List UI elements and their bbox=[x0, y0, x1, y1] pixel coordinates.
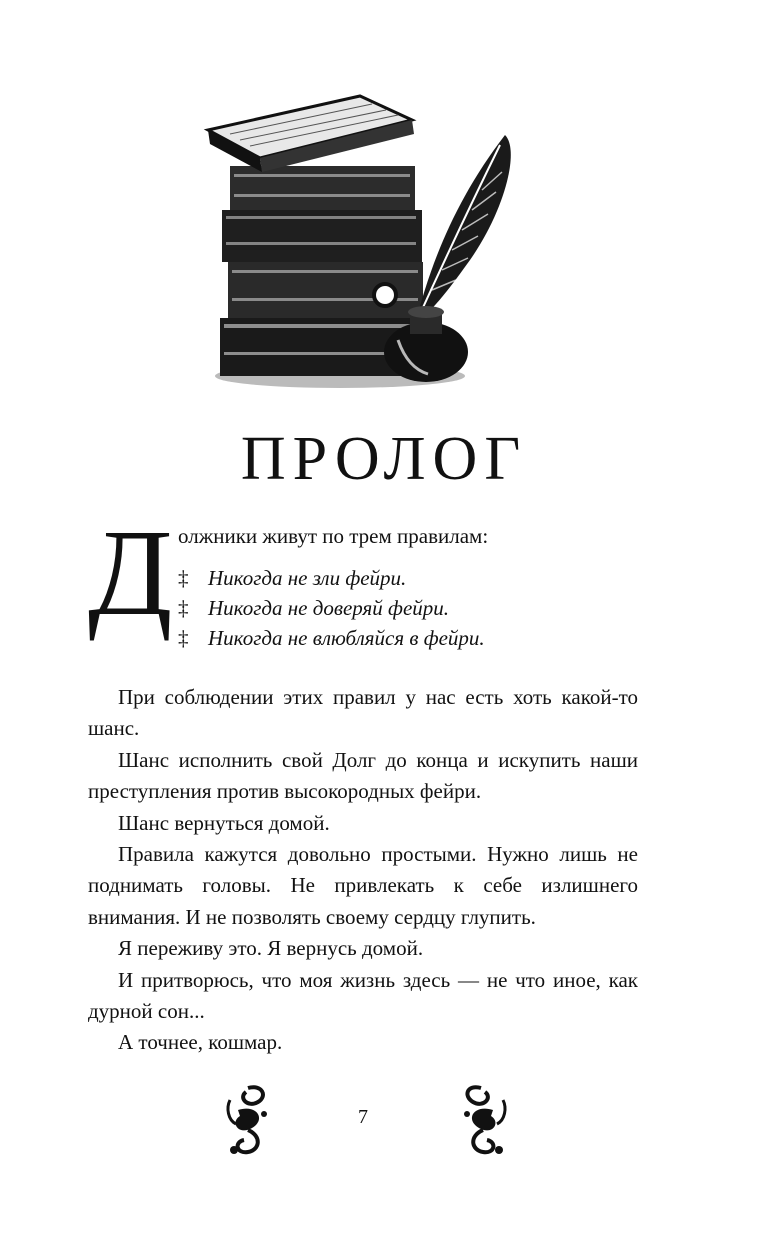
intro-first-line: олжники живут по трем правилам: bbox=[178, 524, 489, 548]
paragraph: А точнее, кошмар. bbox=[118, 1030, 283, 1055]
rule-item bbox=[178, 563, 485, 593]
double-dagger-icon: ‡ bbox=[178, 566, 189, 590]
drop-cap: Д bbox=[88, 504, 173, 641]
chapter-title: ПРОЛОГ bbox=[240, 425, 528, 493]
paragraph: Правила кажутся довольно простыми. Нужно лишь не поднимать головы. Не привлекать к себе излишнего внимания. И не позволять своему сердцу глупить. bbox=[88, 842, 638, 929]
double-dagger-icon: ‡ bbox=[178, 596, 189, 620]
paragraph: Я переживу это. Я вернусь домой. bbox=[118, 936, 424, 961]
rule-text: Никогда не зли фейри. bbox=[208, 566, 407, 590]
paragraph: Шанс вернуться домой. bbox=[118, 810, 330, 835]
books-quill-inkwell-icon bbox=[200, 90, 530, 395]
rules-list bbox=[178, 563, 485, 653]
paragraph: И притворюсь, что моя жизнь здесь — не что иное, как дурной сон... bbox=[88, 967, 638, 1024]
page-number: 7 bbox=[358, 1106, 368, 1128]
flourish-ornament-icon bbox=[455, 1080, 515, 1160]
rule-text: Никогда не влюбляйся в фейри. bbox=[208, 626, 485, 650]
body-text bbox=[88, 682, 638, 1059]
double-dagger-icon: ‡ bbox=[178, 626, 189, 650]
rule-item bbox=[178, 593, 485, 623]
paragraph: При соблюдении этих правил у нас есть хоть какой-то шанс. bbox=[88, 685, 638, 741]
rule-item bbox=[178, 623, 485, 653]
paragraph: Шанс исполнить свой Долг до конца и искупить наши преступления против высокородных фейри. bbox=[88, 747, 638, 804]
rule-text: Никогда не доверяй фейри. bbox=[208, 596, 450, 620]
